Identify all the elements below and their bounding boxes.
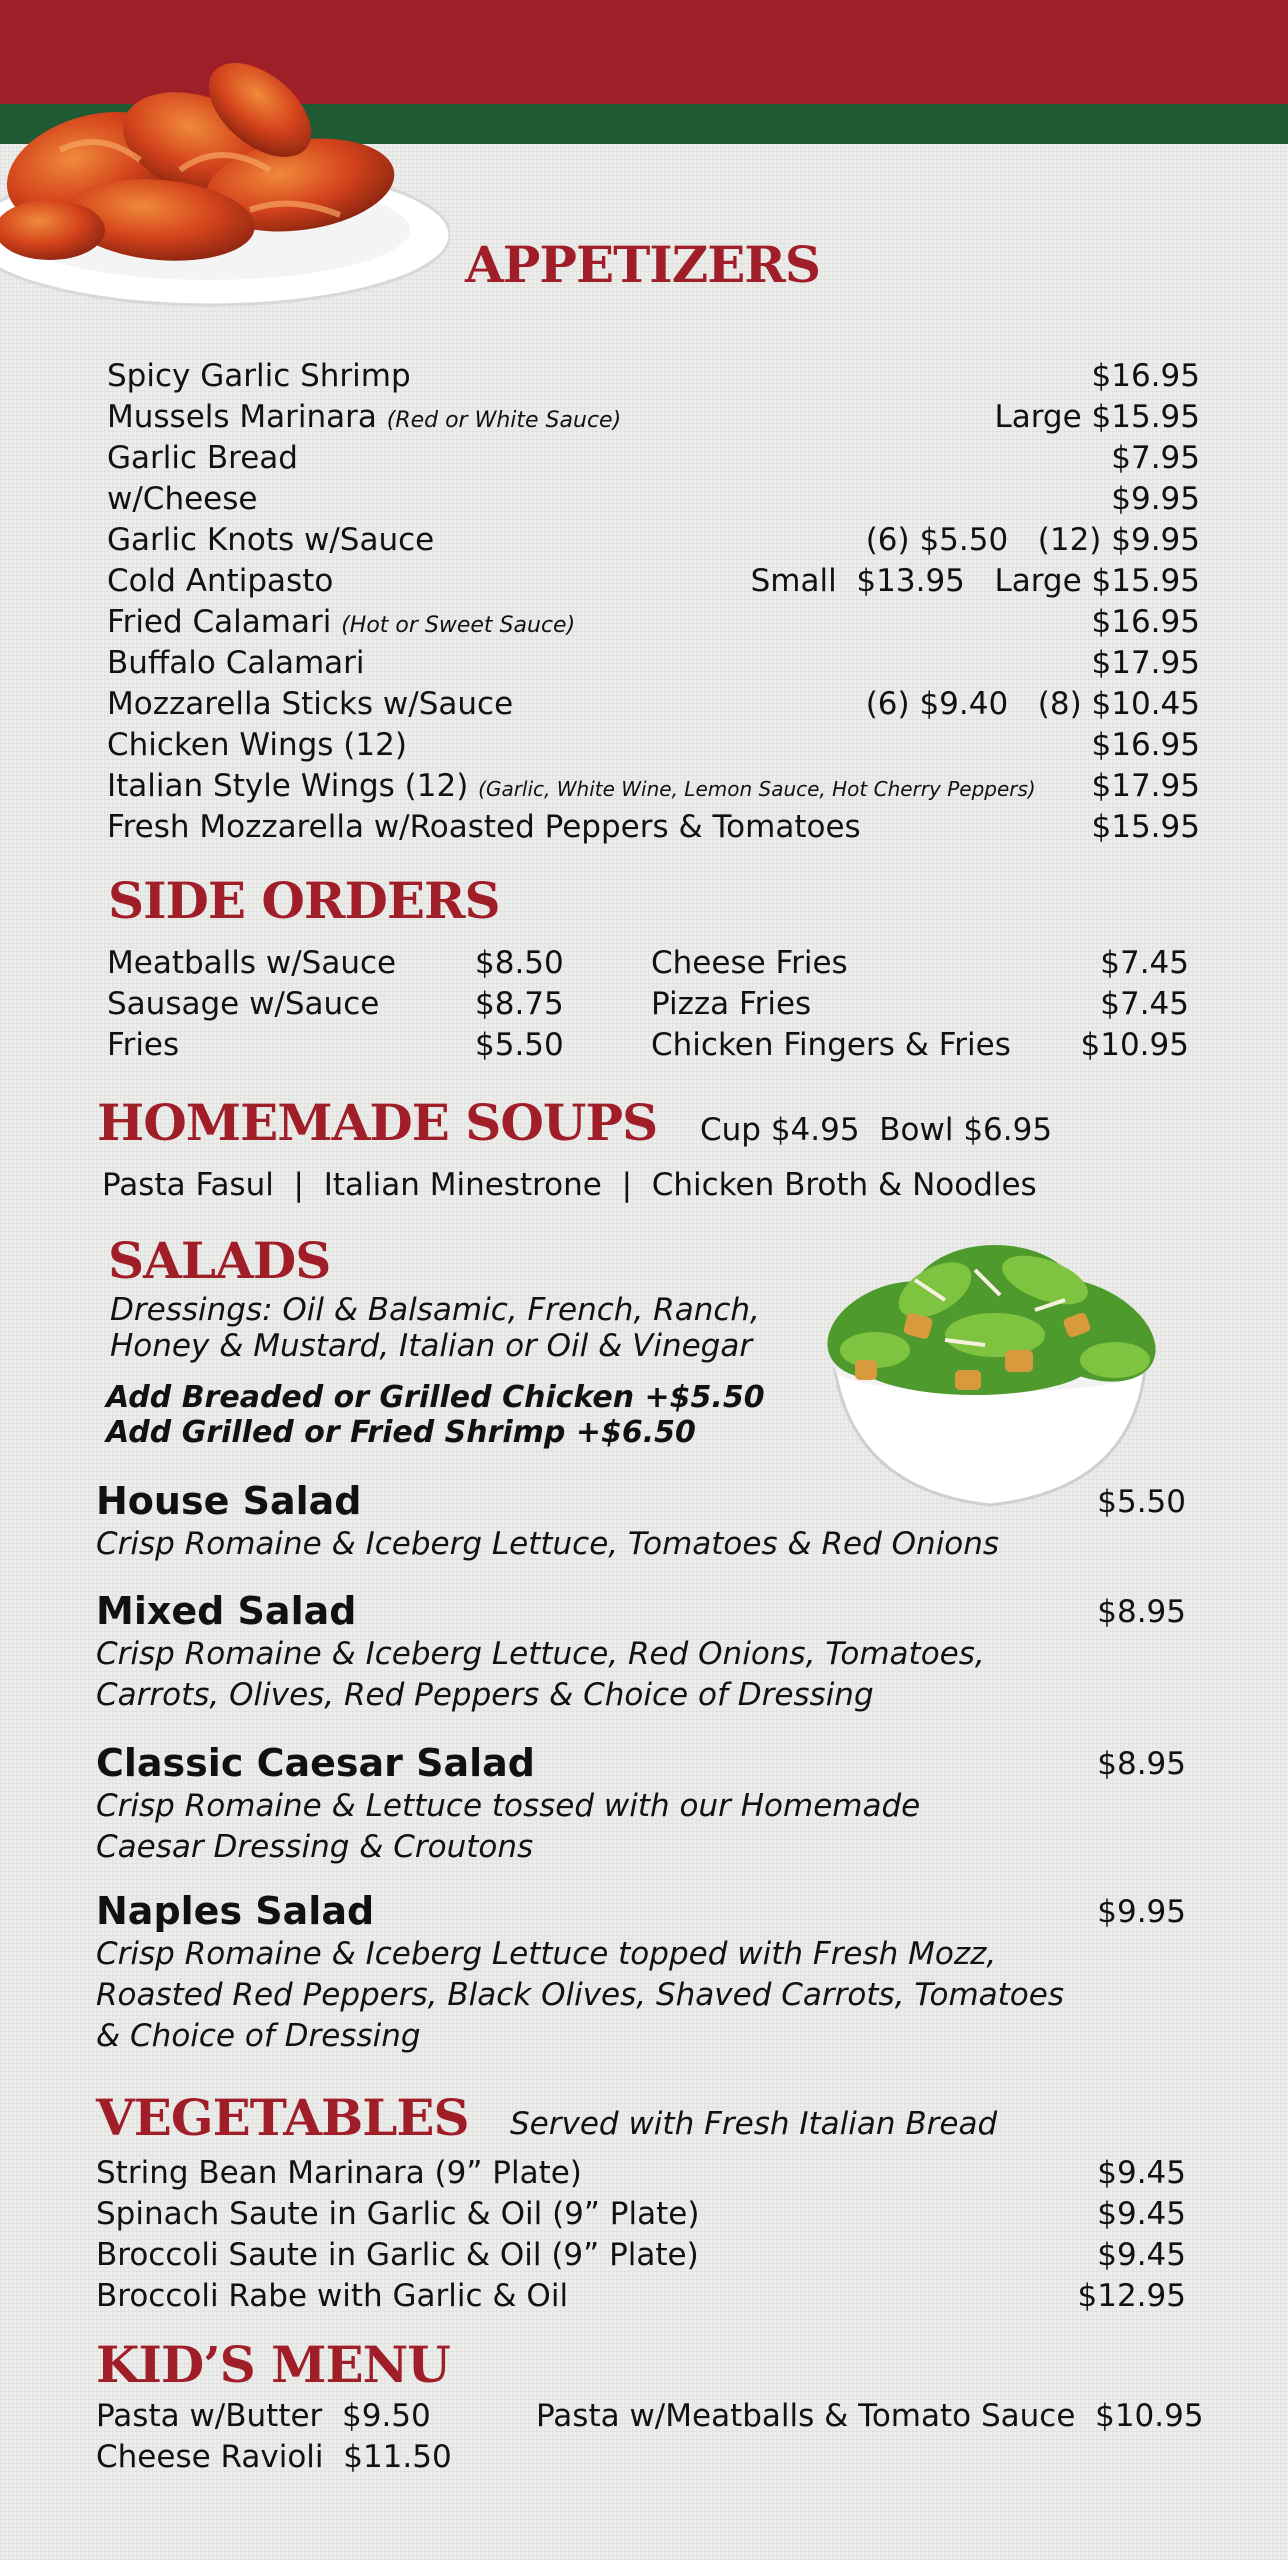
menu-item: Meatballs w/Sauce $8.50 [107,945,564,981]
menu-item: Garlic Bread $7.95 [107,440,1200,476]
menu-item: Garlic Knots w/Sauce (6) $5.50 (12) $9.95 [107,522,1200,558]
menu-item: Cold Antipasto Small $13.95 Large $15.95 [107,563,1200,599]
menu-item: Mozzarella Sticks w/Sauce (6) $9.40 (8) $10.45 [107,686,1200,722]
menu-item: Mussels Marinara (Red or White Sauce) Large $15.95 [107,399,1200,435]
chicken-wings-image [0,50,450,310]
side-orders-right-list [651,943,1189,1068]
kids-item: Pasta w/Butter $9.50 [96,2398,431,2434]
menu-item: Cheese Fries $7.45 [651,945,1189,981]
salad-item: Mixed Salad $8.95 Crisp Romaine & Iceberg Lettuce, Red Onions, Tomatoes, Carrots, Olives, Red Peppers & Choice of Dressing [96,1589,1186,1713]
kids-item: Cheese Ravioli $11.50 [96,2439,452,2475]
menu-item: Chicken Fingers & Fries $10.95 [651,1027,1189,1063]
vegetables-title: VEGETABLES [96,2088,469,2147]
salad-dressings: Dressings: Oil & Balsamic, French, Ranch, Honey & Mustard, Italian or Oil & Vinegar [110,1292,760,1364]
menu-item: Fresh Mozzarella w/Roasted Peppers & Tomatoes $15.95 [107,809,1200,845]
salad-item: Classic Caesar Salad $8.95 Crisp Romaine & Lettuce tossed with our Homemade Caesar Dressing & Croutons [96,1741,1186,1865]
kids-menu-title: KID’S MENU [96,2335,450,2394]
soups-title: HOMEMADE SOUPS [97,1093,658,1152]
menu-item: Italian Style Wings (12) (Garlic, White Wine, Lemon Sauce, Hot Cherry Peppers) $17.95 [107,768,1200,804]
menu-item: Spicy Garlic Shrimp $16.95 [107,358,1200,394]
menu-item: Sausage w/Sauce $8.75 [107,986,564,1022]
menu-item: w/Cheese $9.95 [107,481,1200,517]
salad-item: House Salad $5.50 Crisp Romaine & Iceberg Lettuce, Tomatoes & Red Onions [96,1479,1186,1562]
appetizers-title: APPETIZERS [465,235,820,294]
kids-item: Pasta w/Meatballs & Tomato Sauce $10.95 [536,2398,1204,2434]
menu-item: Fries $5.50 [107,1027,564,1063]
menu-item: String Bean Marinara (9” Plate) $9.45 [96,2155,1186,2191]
side-orders-left-list [107,943,567,1068]
menu-item: Spinach Saute in Garlic & Oil (9” Plate) $9.45 [96,2196,1186,2232]
menu-item: Fried Calamari (Hot or Sweet Sauce) $16.95 [107,604,1200,640]
vegetables-subtitle: Served with Fresh Italian Bread [510,2106,998,2142]
menu-item: Chicken Wings (12) $16.95 [107,727,1200,763]
salad-addons: Add Breaded or Grilled Chicken +$5.50 Add Grilled or Fried Shrimp +$6.50 [106,1380,765,1450]
menu-item: Buffalo Calamari $17.95 [107,645,1200,681]
vegetables-list [96,2153,1186,2317]
side-orders-title: SIDE ORDERS [108,871,500,930]
menu-item: Broccoli Saute in Garlic & Oil (9” Plate) $9.45 [96,2237,1186,2273]
salads-title: SALADS [108,1231,331,1290]
menu-item: Broccoli Rabe with Garlic & Oil $12.95 [96,2278,1186,2314]
caesar-salad-image [795,1220,1180,1520]
salad-item: Naples Salad $9.95 Crisp Romaine & Iceberg Lettuce topped with Fresh Mozz, Roasted Red Peppers, Black Olives, Shaved Carrots, Tomatoes & Choice of Dressing [96,1889,1186,2054]
soups-list: Pasta Fasul | Italian Minestrone | Chicken Broth & Noodles [102,1167,1037,1203]
soups-prices: Cup $4.95 Bowl $6.95 [700,1112,1053,1148]
menu-item: Pizza Fries $7.45 [651,986,1189,1022]
